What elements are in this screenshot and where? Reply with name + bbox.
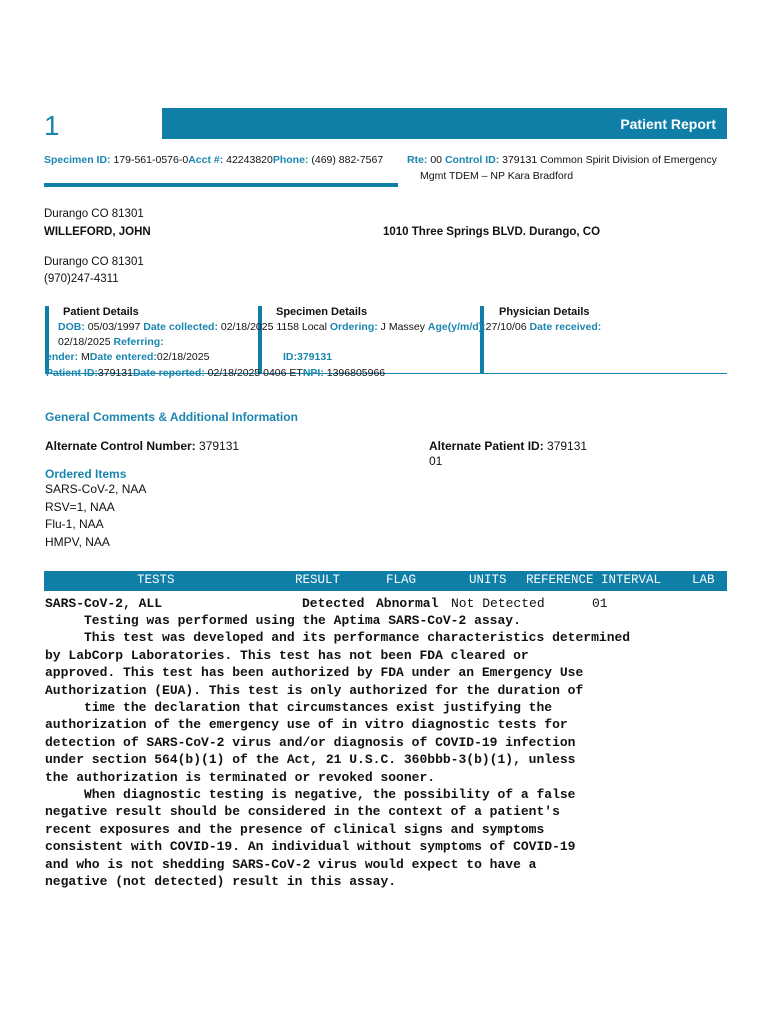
npi-value: 1396805966 — [326, 367, 386, 379]
id-label: ID: — [283, 351, 297, 363]
report-title: Patient Report — [620, 116, 716, 132]
col-lab: LAB — [692, 573, 715, 587]
rte-label: Rte: — [407, 154, 428, 166]
gender-value: M — [81, 351, 90, 363]
referring-label: Referring: — [113, 336, 164, 348]
date-reported-label: Date reported: — [132, 367, 205, 379]
date-entered-value: 02/18/2025 — [156, 351, 210, 363]
provider-address: 1010 Three Springs BLVD. Durango, CO — [383, 226, 601, 238]
ordered-item: Flu-1, NAA — [45, 517, 104, 531]
alt-patient-label: Alternate Patient ID: — [429, 439, 544, 453]
age-label: Age(y/m/d): — [427, 321, 486, 333]
date-reported-value: 02/18/2025 0406 ET — [207, 367, 303, 379]
control-id-label: Control ID: — [444, 154, 500, 166]
alt-patient-row — [429, 439, 587, 453]
specimen-id-label: Specimen ID: — [44, 154, 111, 166]
date-received-label: Date received: — [529, 321, 602, 333]
tests-header-bar — [44, 571, 727, 591]
specimen-details-header: Specimen Details — [276, 306, 368, 318]
alt-patient-value: 379131 — [547, 439, 588, 453]
physician-details-header: Physician Details — [499, 306, 590, 318]
ordering-label: Ordering: — [329, 321, 378, 333]
control-id-line2: Mgmt TDEM – NP Kara Bradford — [420, 170, 574, 182]
alt-control-label: Alternate Control Number: — [45, 439, 196, 453]
header-underline — [44, 183, 398, 187]
col-tests: TESTS — [137, 573, 175, 587]
col-reference: REFERENCE INTERVAL — [526, 573, 662, 587]
phone-number: (469) 882-7567 — [311, 154, 384, 166]
patient-phone: (970)247-4311 — [44, 273, 119, 285]
narrative-line: and who is not shedding SARS-CoV-2 virus would expect to have a — [45, 856, 537, 872]
narrative-line: When diagnostic testing is negative, the possibility of a false — [45, 787, 576, 803]
narrative-line: consistent with COVID-19. An individual without symptoms of COVID-19 — [45, 839, 576, 855]
specimen-id-row — [283, 351, 332, 363]
patient-id-label: Patient ID: — [46, 367, 98, 379]
patient-name: WILLEFORD, JOHN — [44, 226, 151, 238]
comments-heading: General Comments & Additional Information — [45, 410, 298, 424]
test-lab: 01 — [592, 596, 608, 611]
collected-time: 1158 Local — [276, 321, 327, 333]
page-number: 1 — [44, 110, 60, 141]
narrative-line: by LabCorp Laboratories. This test has not been FDA cleared or — [45, 647, 529, 663]
narrative-line: approved. This test has been authorized by FDA under an Emergency Use — [45, 665, 584, 681]
details-row-2 — [58, 336, 164, 348]
details-row-3 — [46, 351, 209, 363]
alt-control-value: 379131 — [199, 439, 240, 453]
control-id-value: 379131 Common Spirit Division of Emergency — [502, 154, 717, 166]
dob-label: DOB: — [58, 321, 85, 333]
phone-label: Phone: — [272, 154, 309, 166]
narrative-line: authorization of the emergency use of in vitro diagnostic tests for — [45, 717, 568, 733]
narrative-line: the authorization is terminated or revoked sooner. — [45, 769, 436, 785]
npi-label: NPI: — [302, 367, 324, 379]
narrative-line: under section 564(b)(1) of the Act, 21 U.S.C. 360bbb-3(b)(1), unless — [45, 752, 576, 768]
rte-value: 00 — [430, 154, 443, 166]
narrative-line: negative (not detected) result in this assay. — [45, 874, 397, 890]
physician-details-bar — [480, 306, 484, 373]
patient-id-value: 379131 — [97, 367, 133, 379]
specimen-line — [44, 154, 383, 166]
date-collected-value: 02/18/2025 — [220, 321, 274, 333]
alt-control-row — [45, 439, 239, 453]
narrative-line: detection of SARS-CoV-2 virus and/or diagnosis of COVID-19 infection — [45, 734, 576, 750]
ordered-item: SARS-CoV-2, NAA — [45, 482, 147, 496]
ordering-value: J Massey — [380, 321, 425, 333]
test-flag: Abnormal — [376, 596, 439, 611]
ordered-item: HMPV, NAA — [45, 535, 110, 549]
narrative-line: Authorization (EUA). This test is only authorized for the duration of — [45, 682, 584, 698]
ordered-item: RSV=1, NAA — [45, 500, 115, 514]
test-reference: Not Detected — [451, 596, 545, 611]
specimen-id: 179-561-0576-0 — [113, 154, 189, 166]
date-collected-label: Date collected: — [143, 321, 218, 333]
id-value: 379131 — [297, 351, 333, 363]
narrative-line: recent exposures and the presence of clinical signs and symptoms — [45, 821, 545, 837]
alt-patient-line2: 01 — [429, 454, 443, 468]
col-flag: FLAG — [386, 573, 417, 587]
patient-details-header: Patient Details — [63, 306, 139, 318]
control-line — [407, 154, 717, 166]
date-entered-label: Date entered: — [89, 351, 157, 363]
city-line-1: Durango CO 81301 — [44, 208, 144, 220]
details-row-1 — [58, 321, 601, 333]
title-bar — [162, 108, 727, 139]
details-row-4 — [46, 367, 385, 379]
col-result: RESULT — [295, 573, 341, 587]
age-value: 27/10/06 — [485, 321, 527, 333]
city-line-2: Durango CO 81301 — [44, 256, 144, 268]
test-narrative — [45, 612, 735, 891]
narrative-line: This test was developed and its performance characteristics determined — [45, 630, 631, 646]
acct-label: Acct #: — [188, 154, 224, 166]
gender-label: ender: — [46, 351, 79, 363]
col-units: UNITS — [469, 573, 507, 587]
acct-number: 42243820 — [226, 154, 273, 166]
test-result: Detected — [302, 596, 365, 611]
narrative-line: time the declaration that circumstances exist justifying the — [45, 700, 553, 716]
specimen-details-bar — [258, 306, 262, 373]
narrative-line: negative result should be considered in the context of a patient's — [45, 804, 560, 820]
test-name: SARS-CoV-2, ALL — [45, 596, 163, 611]
narrative-line: Testing was performed using the Aptima SARS-CoV-2 assay. — [45, 613, 521, 628]
date-received-value: 02/18/2025 — [58, 336, 111, 348]
ordered-items-heading: Ordered Items — [45, 467, 127, 481]
dob-value: 05/03/1997 — [87, 321, 141, 333]
